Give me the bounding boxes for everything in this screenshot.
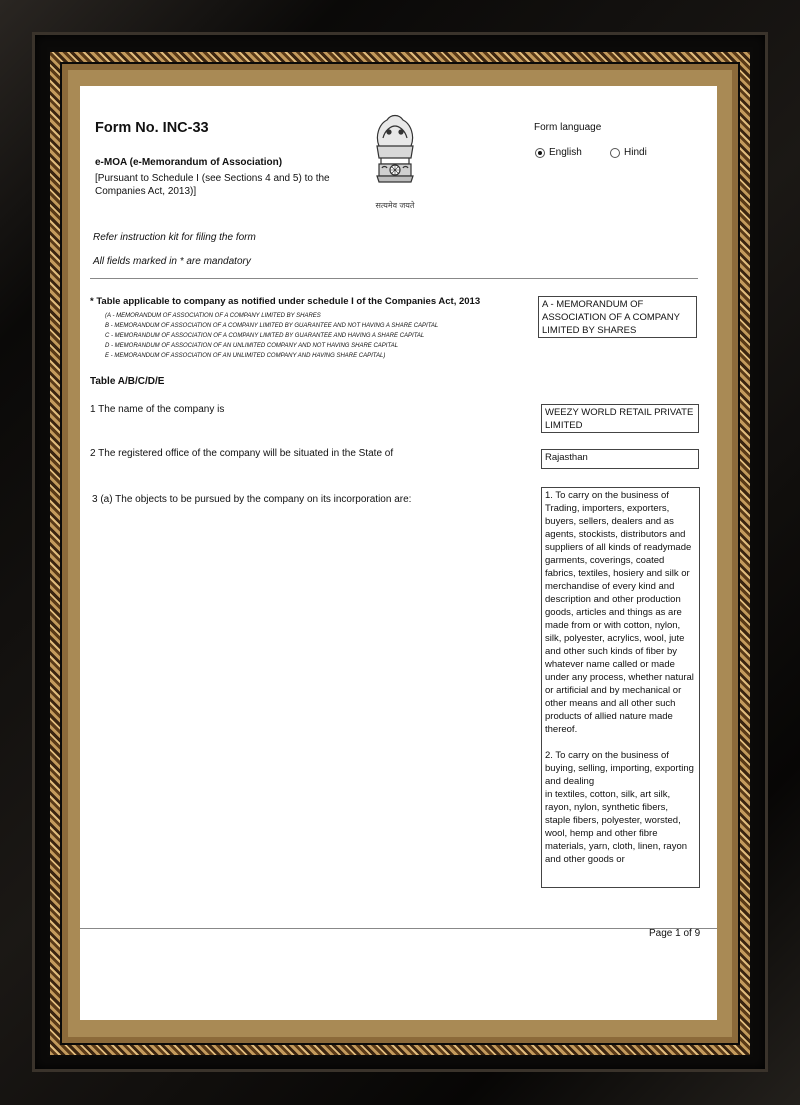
form-pursuant-note: [Pursuant to Schedule I (see Sections 4 and 5) to the Companies Act, 2013)] <box>95 173 330 197</box>
form-subtitle: e-MOA (e-Memorandum of Association) <box>95 157 283 168</box>
table-option-b: B - MEMORANDUM OF ASSOCIATION OF A COMPANY LIMITED BY GUARANTEE AND NOT HAVING A SHARE CAPITAL <box>105 323 439 329</box>
mandatory-fields-note: All fields marked in * are mandatory <box>93 256 251 267</box>
form-page <box>80 86 717 1020</box>
page-number: Page 1 of 9 <box>649 928 701 939</box>
company-name-field[interactable]: WEEZY WORLD RETAIL PRIVATE LIMITED <box>541 404 699 433</box>
registered-state-label: 2 The registered office of the company will be situated in the State of <box>90 448 394 459</box>
radio-selected-icon[interactable] <box>535 148 545 158</box>
language-hindi-label: Hindi <box>624 147 647 158</box>
instruction-kit-note: Refer instruction kit for filing the form <box>93 232 256 243</box>
form-language-label: Form language <box>534 122 602 133</box>
national-emblem-icon <box>365 108 425 198</box>
footer-divider <box>80 928 717 929</box>
language-english-label: English <box>549 147 582 158</box>
table-option-c: C - MEMORANDUM OF ASSOCIATION OF A COMPANY LIMITED BY GUARANTEE AND HAVING A SHARE CAPITAL <box>105 333 425 339</box>
table-options-list <box>105 311 438 361</box>
table-applicable-field[interactable]: A - MEMORANDUM OF ASSOCIATION OF A COMPANY LIMITED BY SHARES <box>538 296 697 338</box>
header-divider <box>90 278 698 279</box>
objects-field[interactable]: 1. To carry on the business of Trading, importers, exporters, buyers, sellers, dealers and as agents, stockists, distributors and suppliers of all kinds of readymade garments, coverings, coated fabrics, textiles, hosiery and silk or merchandise of every kind and description and other production goods, articles and things as are made from or with cotton, nylon, silk, polyester, acrylics, wool, jute and other such kinds of fiber by whatever name called or made under any process, whether natural or artificial and by mechanical or other means and all other such products of allied nature made thereof. 2. To carry on the business of buying, selling, importing, exporting and dealing in textiles, cotton, silk, art silk, rayon, nylon, synthetic fibers, staple fibers, polyester, worsted, wool, hemp and other fibre materials, yarn, cloth, linen, rayon and other goods or <box>541 487 700 888</box>
table-option-a: (A - MEMORANDUM OF ASSOCIATION OF A COMPANY LIMITED BY SHARES <box>105 313 321 319</box>
registered-state-field[interactable]: Rajasthan <box>541 449 699 469</box>
form-number: Form No. INC-33 <box>95 120 209 136</box>
language-option-english[interactable] <box>535 147 582 158</box>
table-option-e: E - MEMORANDUM OF ASSOCIATION OF AN UNLIMITED COMPANY AND HAVING SHARE CAPITAL) <box>105 353 386 359</box>
table-option-d: D - MEMORANDUM OF ASSOCIATION OF AN UNLIMITED COMPANY AND NOT HAVING SHARE CAPITAL <box>105 343 399 349</box>
objects-label: 3 (a) The objects to be pursued by the company on its incorporation are: <box>92 494 412 505</box>
table-abcde-heading: Table A/B/C/D/E <box>90 376 165 387</box>
language-option-hindi[interactable] <box>610 147 647 158</box>
table-applicable-heading: * Table applicable to company as notified under schedule I of the Companies Act, 2013 <box>90 296 481 307</box>
emblem-motto: सत्यमेव जयते <box>375 201 415 210</box>
company-name-label: 1 The name of the company is <box>90 404 225 415</box>
radio-unselected-icon[interactable] <box>610 148 620 158</box>
